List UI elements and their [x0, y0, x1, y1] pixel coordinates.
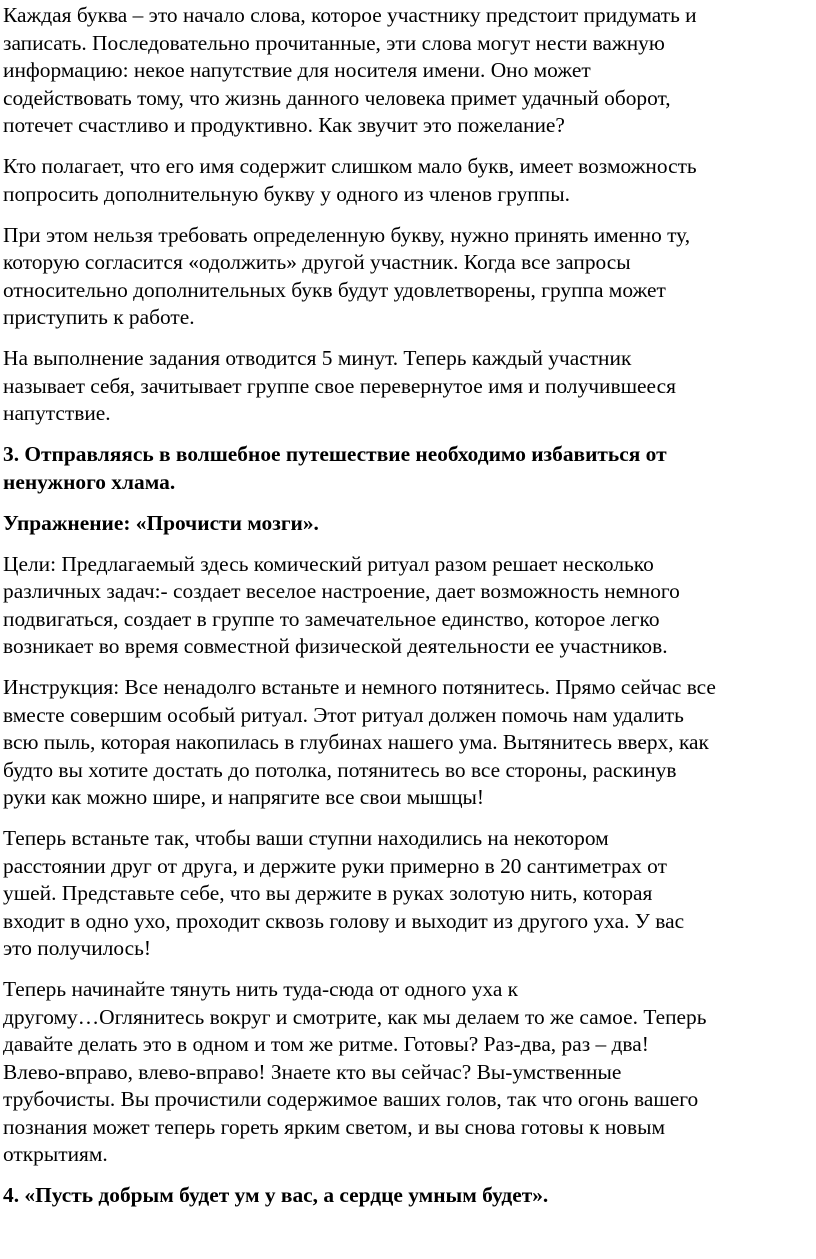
text-line: записать. Последовательно прочитанные, эти слова могут нести важную: [3, 30, 665, 55]
text-line: вместе совершим особый ритуал. Этот ритуал должен помочь нам удалить: [3, 702, 684, 727]
text-line: На выполнение задания отводится 5 минут. Теперь каждый участник: [3, 346, 632, 370]
body-paragraph: [3, 153, 816, 208]
text-line: возникает во время совместной физической деятельности ее участников.: [3, 634, 668, 658]
text-line: потечет счастливо и продуктивно. Как звучит это пожелание?: [3, 113, 565, 137]
text-line: всю пыль, которая накопилась в глубинах нашего ума. Вытянитесь вверх, как: [3, 730, 709, 754]
body-paragraph: [3, 222, 816, 332]
body-paragraph: [3, 825, 816, 963]
text-line: Каждая буква – это начало слова, которое участнику предстоит придумать и: [3, 3, 697, 27]
text-line: Инструкция: Все ненадолго встаньте и немного потянитесь. Прямо сейчас все: [3, 675, 716, 699]
text-line: другому…Оглянитесь вокруг и смотрите, как мы делаем то же самое. Теперь: [3, 1004, 707, 1029]
text-line: Кто полагает, что его имя содержит слишком мало букв, имеет возможность: [3, 154, 697, 178]
body-paragraph: [3, 551, 816, 661]
body-paragraph: [3, 2, 816, 140]
text-line: будто вы хотите достать до потолка, потянитесь во все стороны, раскинув: [3, 757, 677, 782]
section-heading: [3, 1182, 816, 1210]
text-line: 3. Отправляясь в волшебное путешествие необходимо избавиться от: [3, 442, 667, 466]
section-heading: [3, 441, 816, 496]
text-line: Теперь встаньте так, чтобы ваши ступни находились на некотором: [3, 826, 609, 850]
text-line: открытиям.: [3, 1142, 108, 1166]
text-line: 4. «Пусть добрым будет ум у вас, а сердце умным будет».: [3, 1183, 549, 1207]
text-line: подвигаться, создает в группе то замечательное единство, которое легко: [3, 606, 660, 631]
text-line: приступить к работе.: [3, 305, 195, 329]
text-line: Теперь начинайте тянуть нить туда-сюда от одного уха к: [3, 977, 519, 1001]
text-line: расстоянии друг от друга, и держите руки примерно в 20 сантиметрах от: [3, 853, 667, 878]
text-line: руки как можно шире, и напрягите все свои мышцы!: [3, 785, 485, 809]
body-paragraph: [3, 976, 816, 1169]
text-line: Цели: Предлагаемый здесь комический ритуал разом решает несколько: [3, 551, 654, 576]
section-heading: [3, 510, 816, 538]
text-line: давайте делать это в одном и том же ритме. Готовы? Раз-два, раз – два!: [3, 1032, 649, 1056]
text-line: входит в одно ухо, проходит сквозь голову и выходит из другого уха. У вас: [3, 908, 685, 933]
text-line: познания может теперь гореть ярким светом, и вы снова готовы к новым: [3, 1114, 666, 1139]
text-line: это получилось!: [3, 936, 152, 960]
text-line: содействовать тому, что жизнь данного человека примет удачный оборот,: [3, 85, 671, 110]
text-line: относительно дополнительных букв будут удовлетворены, группа может: [3, 277, 666, 302]
text-line: ушей. Представьте себе, что вы держите в руках золотую нить, которая: [3, 881, 653, 905]
text-line: которую согласится «одолжить» другой участник. Когда все запросы: [3, 250, 631, 274]
text-line: попросить дополнительную букву у одного из членов группы.: [3, 181, 570, 206]
text-line: При этом нельзя требовать определенную букву, нужно принять именно ту,: [3, 222, 691, 247]
text-line: трубочисты. Вы прочистили содержимое ваших голов, так что огонь вашего: [3, 1087, 699, 1111]
text-line: называет себя, зачитывает группе свое перевернутое имя и получившееся: [3, 373, 676, 398]
text-line: напутствие.: [3, 401, 111, 425]
text-line: ненужного хлама.: [3, 469, 176, 494]
text-line: Влево-вправо, влево-вправо! Знаете кто вы сейчас? Вы-умственные: [3, 1059, 622, 1084]
text-line: информацию: некое напутствие для носителя имени. Оно может: [3, 58, 591, 82]
body-paragraph: [3, 674, 816, 812]
text-line: Упражнение: «Прочисти мозги».: [3, 510, 319, 535]
body-paragraph: [3, 345, 816, 428]
text-line: различных задач:- создает веселое настроение, дает возможность немного: [3, 579, 680, 603]
